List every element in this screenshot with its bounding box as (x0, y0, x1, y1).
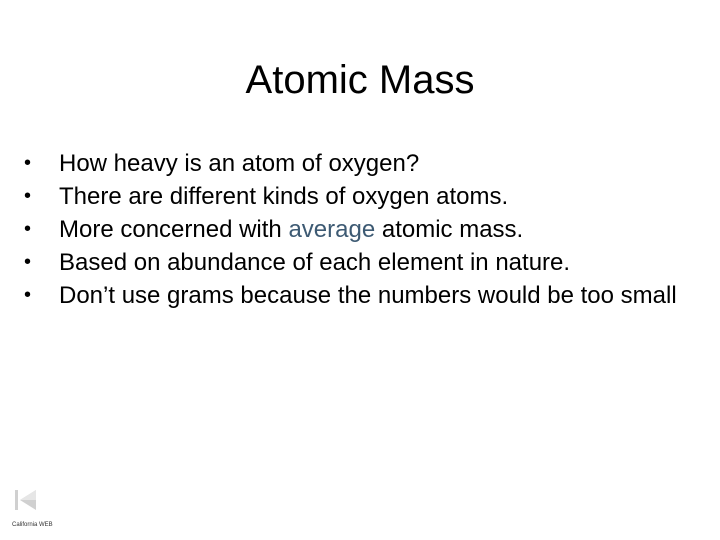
bullet-item (24, 246, 704, 279)
bullet-item (24, 180, 704, 213)
bullet-marker: • (24, 218, 32, 240)
slide-title: Atomic Mass (245, 58, 475, 102)
bullet-text: Based on abundance of each element in nature. (59, 249, 571, 276)
bullet-item (24, 279, 704, 312)
bullet-marker: • (24, 185, 32, 207)
skip-back-icon[interactable] (14, 489, 38, 511)
bullet-text: How heavy is an atom of oxygen? (59, 150, 420, 177)
bullet-marker: • (24, 251, 32, 273)
bullet-text: Don’t use grams because the numbers would be too small (59, 282, 677, 309)
bullet-item (24, 213, 704, 246)
highlighted-word: average (288, 216, 376, 243)
bullet-list (24, 147, 704, 312)
bullet-item (24, 147, 704, 180)
bullet-text: There are different kinds of oxygen atoms. (59, 183, 509, 210)
bullet-text (59, 213, 704, 246)
bullet-marker: • (24, 284, 32, 306)
bullet-text-before: More concerned with (59, 216, 289, 243)
bullet-marker: • (24, 152, 32, 174)
footer-label: California WEB (12, 522, 53, 528)
bullet-text-after: atomic mass. (375, 216, 524, 243)
skip-back-icon-graphic (14, 489, 38, 511)
